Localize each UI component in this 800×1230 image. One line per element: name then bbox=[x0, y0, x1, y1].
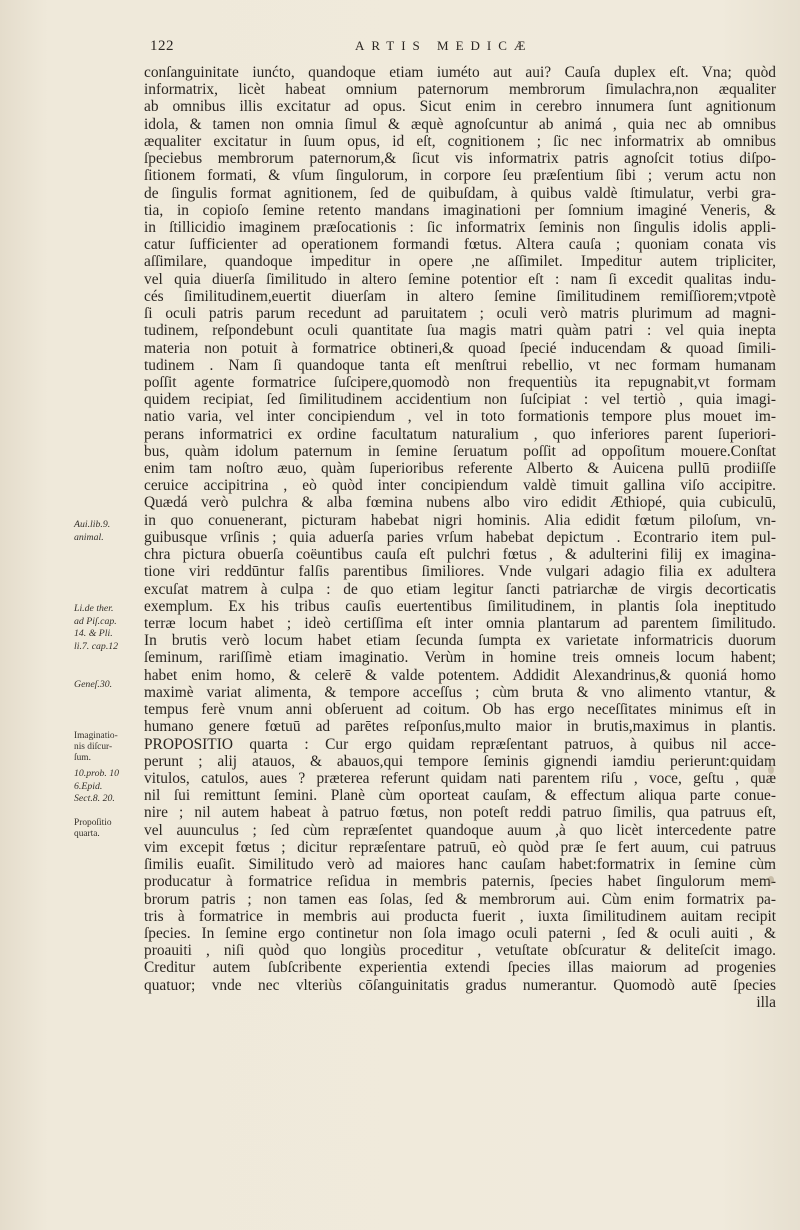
text-line: quidem recipiat, ſed ſimilitudinem accidentium non ſuſcipiat : vel tertiò , quia imagi- bbox=[144, 391, 776, 409]
text-line: æqualiter excitatur in ſuum opus, id eſt, cognitionem ; ſic nec informatrix ab omnibus bbox=[144, 132, 776, 150]
text-line: vel auunculus ; ſed cùm repræſentet quandoque auum ,à quo licèt intercedente patre bbox=[144, 821, 776, 839]
text-line: ſimilis euaſit. Similitudo verò ad maiores hanc cauſam habet:formatrix in ſemine cùm bbox=[144, 856, 776, 874]
text-line: quatuor; vnde nec vlteriùs cōſanguinitatis gradus numerantur. Quomodò autē ſpecies bbox=[144, 976, 776, 994]
margin-note-imaginatio bbox=[74, 731, 144, 764]
text-line: tia, in copioſo ſemine retento mandans imaginationi per ſomnium imaginé Veneris, & bbox=[144, 201, 776, 219]
text-line: de ſingulis format agnitionem, ſed de quibuſdam, à quibus valdè ſtimulatur, verbi gra- bbox=[144, 184, 776, 202]
text-line: tudinem . Nam ſi quandoque tanta eſt menſtrui rebellio, vt nec formam humanam bbox=[144, 356, 776, 374]
margin-note-line: Sect.8. 20. bbox=[74, 793, 115, 804]
margin-note-problemata bbox=[74, 768, 144, 806]
text-line: proauiti , niſi quòd quo longiùs proceditur , vetuſtate obſcuratur & deliteſcit imago. bbox=[144, 942, 776, 960]
page-header bbox=[150, 36, 770, 58]
margin-note-propositio bbox=[74, 818, 144, 840]
margin-note-line: Geneſ.30. bbox=[74, 679, 113, 690]
margin-note-line: Aui.lib.9. bbox=[74, 519, 111, 530]
paper-blemish bbox=[768, 876, 774, 884]
text-line: Quædá verò pulchra & alba fœmina nubens albo viro edidit Æthiopé, quia cubiculū, bbox=[144, 494, 776, 512]
text-line: tempus ferè vnum anni obſeruent ad coitum. Ob has ergo neceſſitates minimus eſt in bbox=[144, 701, 776, 719]
margin-note-line: animal. bbox=[74, 531, 104, 543]
text-line: In brutis verò locum habet etiam ſecunda ſumpta ex varietate informatricis duorum bbox=[144, 632, 776, 650]
text-line: in ſtillicidio imaginem præſocationis : ſic informatrix ſeminis non ſingulis idolis appli- bbox=[144, 218, 776, 236]
text-line: aſſimilare, quandoque impeditur in opere ,ne aſſimilet. Impeditur autem tripliciter, bbox=[144, 253, 776, 271]
text-line: vim excepit fœtus ; dicitur repræſentare patruū, eò quòd præ ſe fert auum, cui patruus bbox=[144, 838, 776, 856]
margin-note-line: 6.Epid. bbox=[74, 780, 103, 792]
text-line: cés ſimilitudinem,euertit diuerſam in altero ſemine ſimilitudinem remiſſiorem;vtpotè bbox=[144, 287, 776, 305]
text-line: brorum patris ; non tamen eas ſolas, ſed & membrorum aui. Cùm enim formatrix pa- bbox=[144, 890, 776, 908]
text-line: exemplum. Ex his tribus cauſis euertentibus ſimilitudinem, in plantis ſola ineptitudo bbox=[144, 597, 776, 615]
margin-note-line: 10.prob. 10 bbox=[74, 768, 120, 779]
text-line: vitulos, catulos, aues ? præterea referunt quidam nati parentem riſu , voce, geſtu , quæ bbox=[144, 769, 776, 787]
text-line: producatur à formatrice reſidua in membris paternis, ſpecies habet ſingulorum mem- bbox=[144, 873, 776, 891]
text-line: informatrix, licèt habeat omnium paternorum membrorum ſimulachra,non æqualiter bbox=[144, 81, 776, 99]
text-line: perunt ; alij atauos, & abauos,qui tempore ſeminis gignendi iamdiu perierunt:quidam bbox=[144, 752, 776, 770]
text-line: ſi oculi patris parum recedunt ad paruitatem ; oculi verò matris plurimum ad magni- bbox=[144, 305, 776, 323]
text-line: materia non potuit à formatrice obtineri,& quoad ſpecié inducendam & quoad ſimili- bbox=[144, 339, 776, 357]
text-line: chra pictura obuerſa coëuntibus cauſa eſt pulchri fœtus , & adulterini filij ex imagina- bbox=[144, 546, 776, 564]
margin-note-line: ad Piſ.cap. bbox=[74, 615, 117, 627]
margin-note-line: li.7. cap.12 bbox=[74, 640, 119, 652]
margin-note-genesis bbox=[74, 679, 144, 692]
margin-note-de-theriaca bbox=[74, 603, 144, 653]
text-line: humano genere fœtuū ad parētes reſponſus,multo maior in brutis,maximus in plantis. bbox=[144, 718, 776, 736]
text-line: maximè variat alimenta, & tempore acceſſus ; cùm bruta & vno alimento vtantur, & bbox=[144, 683, 776, 701]
text-line: habet enim homo, & celerē & valde potentem. Addidit Alexandrinus,& quoniá homo bbox=[144, 666, 776, 684]
text-line: enim tam noſtro æuo, quàm ſuperioribus referente Alberto & Auicena pullū prodiiſſe bbox=[144, 460, 776, 478]
text-line: ſeminum, rariſſimè etiam imaginatio. Verùm in homine treis omneis locum habent; bbox=[144, 649, 776, 667]
margin-note-line: Propoſitio bbox=[74, 818, 112, 828]
text-line: poſſit agente formatrice ſuſcipere,quomodò non frequentiùs ita repugnabit,vt formam bbox=[144, 373, 776, 391]
margin-note-line: Li.de ther. bbox=[74, 603, 114, 614]
text-line: ſpecies. In ſemine ergo continetur non ſola imago oculi paterni , ſed & oculi auiti , & bbox=[144, 924, 776, 942]
text-line: PROPOSITIO quarta : Cur ergo quidam repræſentant patruos, à quibus nil acce- bbox=[144, 735, 776, 753]
text-line: bus, quàm idolum paternum in ſemine ſeruatum poſſit ad oppoſitum mouere.Conſtat bbox=[144, 442, 776, 460]
text-line: idola, & tamen non omnia ſimul & æquè agnoſcuntur ab animá , quia nec ab omnibus bbox=[144, 115, 776, 133]
text-line: ſpeciebus membrorum paternorum,& ſicut vis informatrix patris agnoſcit totius diſpo- bbox=[144, 150, 776, 168]
text-line: tione viri reddūntur falſis parentibus ſimiliores. Vnde vulgari adagio filia ex adultera bbox=[144, 563, 776, 581]
text-line: ab omnibus illis excitatur ad opus. Sicut enim in cerebro innumera ſunt agnitionum bbox=[144, 98, 776, 116]
text-line: guibusque vrſinis ; quia aduerſa paries vrſum habebat depictum . Econtrario item pul- bbox=[144, 528, 776, 546]
text-line: tudinem, reſpondebunt oculi quantitate ſua magis matri quàm patri : vel quia inepta bbox=[144, 322, 776, 340]
page-number: 122 bbox=[150, 38, 174, 54]
text-line: nil ſui remittunt ſemini. Planè cùm oporteat cauſam, & effectum aliqua parte conue- bbox=[144, 787, 776, 805]
margin-note-line: ſum. bbox=[74, 753, 91, 763]
text-line: ſitionem formati, & vſum ſingulorum, in corpore ſeu præſentium ſibi ; verum actu non bbox=[144, 167, 776, 185]
text-line: excuſat matrem à culpa : de quo etiam legitur ſancti patriarchæ de virgis decorticatis bbox=[144, 580, 776, 598]
catchword: illa bbox=[756, 993, 776, 1011]
margin-note-albertus bbox=[74, 519, 144, 544]
text-line: Creditur autem ſubſcribente experientia extendi ſpecies illas maiorum ad progenies bbox=[144, 959, 776, 977]
main-text-block bbox=[144, 64, 776, 1011]
margin-note-line: Imaginatio- bbox=[74, 731, 118, 741]
margin-note-line: quarta. bbox=[74, 829, 100, 839]
text-line: conſanguinitate iunćto, quandoque etiam iuméto aut aui? Cauſa duplex eſt. Vna; quòd bbox=[144, 64, 776, 81]
text-line: catur ſufficienter ad operationem formandi fœtus. Altera cauſa ; quoniam conata vis bbox=[144, 236, 776, 254]
margin-note-line: nis diſcur- bbox=[74, 742, 113, 752]
text-line: vel quia diuerſa ſimilitudo in altero ſemine potentior eſt : nam ſi excedit qualitas indu- bbox=[144, 270, 776, 288]
paper-blemish bbox=[768, 766, 774, 774]
text-line: natio varia, vel inter concipiendum , vel in toto formationis tempore plus mouet im- bbox=[144, 408, 776, 426]
running-head: ARTIS MEDICÆ bbox=[355, 38, 533, 53]
text-line: tris à formatrice in membris aui producta fuerit , iuxta ſimilitudinem auitam recipit bbox=[144, 907, 776, 925]
text-line: in quo conuenerant, picturam habebat nigri hominis. Alia edidit fœtum piloſum, vn- bbox=[144, 511, 776, 529]
text-line: perans informatrici ex ordine facultatum naturalium , quo inferiores parent ſuperiori- bbox=[144, 425, 776, 443]
text-line: terræ locum habet ; ideò certiſſima eſt inter omnia plantarum ad parentem ſimilitudo. bbox=[144, 615, 776, 632]
text-line: ceruice accipitrina , eò quòd inter concipiendum valdè timuit gallina viſo accipitre. bbox=[144, 477, 776, 495]
margin-note-line: 14. & Pli. bbox=[74, 628, 113, 639]
text-line: nire ; nil autem habeat à patruo fœtus, non poteſt reddi patruo ſimilis, qua patruus eſt, bbox=[144, 804, 776, 822]
